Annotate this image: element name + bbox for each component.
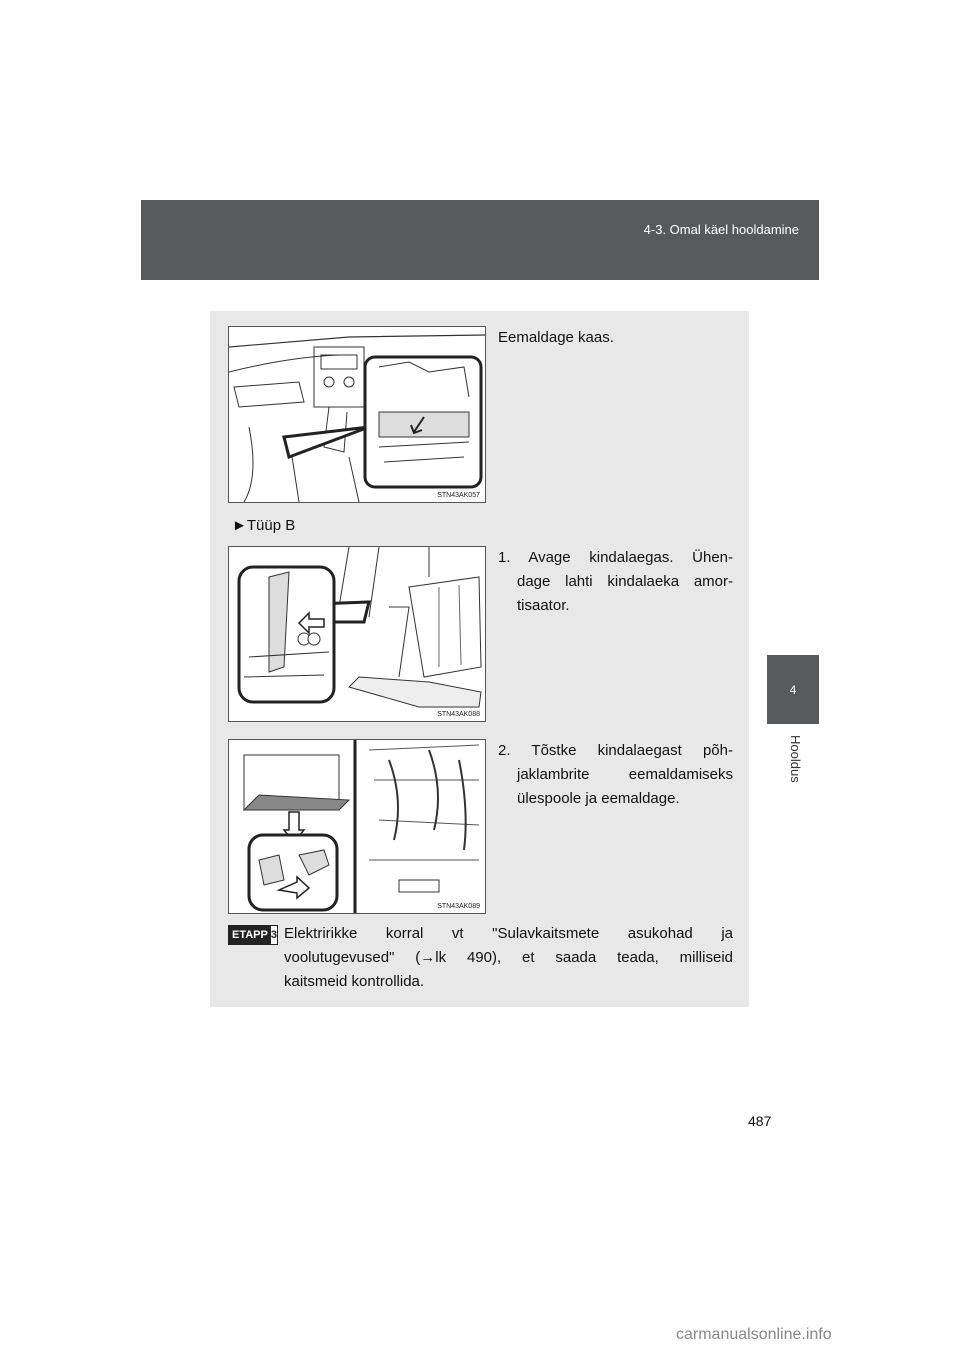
step2-line3: ülespoole ja eemaldage. — [517, 790, 680, 807]
step1-line3: tisaator. — [517, 597, 570, 614]
glovebox-removal-illustration — [229, 740, 485, 913]
page-number: 487 — [748, 1113, 772, 1129]
figure-glovebox-damper — [228, 546, 486, 722]
step1-line1: 1. Avage kindalaegas. Ühen- — [498, 549, 733, 566]
step1-line2: dage lahti kindalaeka amor- — [517, 573, 733, 590]
chapter-side-label: Hooldus — [788, 735, 803, 783]
figure-code: STN43AK088 — [437, 711, 480, 718]
step3-line2: voolutugevused" (→lk 490), et saada teada, milliseid — [284, 949, 733, 966]
chapter-tab — [767, 655, 819, 724]
chapter-header — [141, 200, 819, 280]
step3-line1: Elektririkke korral vt "Sulavkaitsmete asukohad ja — [284, 925, 733, 942]
step-badge-word: ETAPP — [229, 926, 271, 944]
glovebox-damper-illustration — [229, 547, 485, 721]
dashboard-illustration — [229, 327, 485, 502]
watermark: carmanualsonline.info — [676, 1326, 832, 1343]
figure-code: STN43AK057 — [437, 492, 480, 499]
figure-glovebox-removal — [228, 739, 486, 914]
step3-badge — [228, 925, 278, 945]
step2-line2: jaklambrite eemaldamiseks — [517, 766, 733, 783]
step3-line3: kaitsmeid kontrollida. — [284, 973, 425, 990]
type-b-label: ►Tüüp B — [232, 517, 296, 534]
chapter-title: 4-3. Omal käel hooldamine — [643, 222, 799, 237]
step2-line1: 2. Tõstke kindalaegast põh- — [498, 742, 733, 759]
step-badge-number: 3 — [271, 926, 277, 944]
chapter-number: 4 — [789, 682, 797, 697]
figure-remove-cover — [228, 326, 486, 503]
figure-code: STN43AK089 — [437, 903, 480, 910]
remove-cover-text: Eemaldage kaas. — [498, 329, 614, 346]
